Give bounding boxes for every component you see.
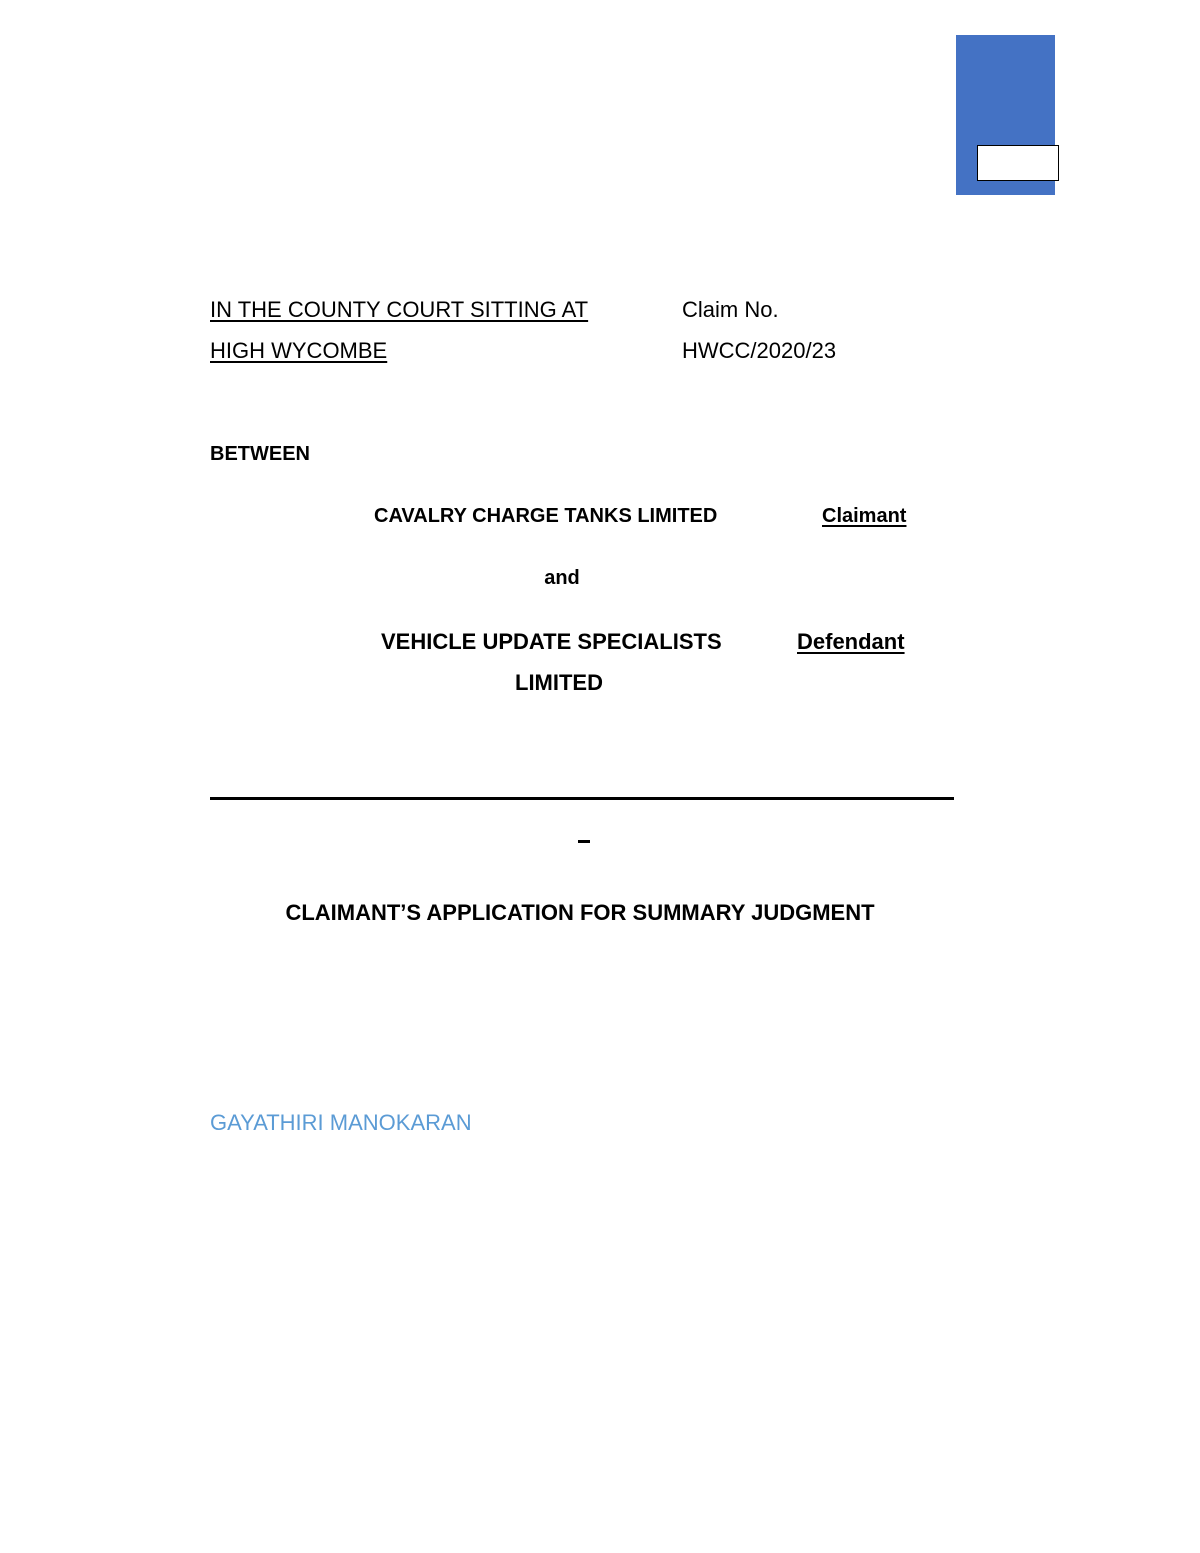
defendant-role: Defendant <box>797 629 905 654</box>
party-conjunction: and <box>544 567 580 589</box>
horizontal-rule <box>210 797 954 800</box>
corner-label-box <box>977 145 1059 181</box>
defendant-name-line-2: LIMITED <box>515 670 603 695</box>
between-label: BETWEEN <box>210 443 310 465</box>
court-name-line-1: IN THE COUNTY COURT SITTING AT <box>210 297 589 322</box>
claim-number-label: Claim No. <box>682 297 779 322</box>
court-name-line-2: HIGH WYCOMBE <box>210 338 388 363</box>
document-title: CLAIMANT’S APPLICATION FOR SUMMARY JUDGMENT <box>285 900 875 925</box>
claim-number-value: HWCC/2020/23 <box>682 338 837 363</box>
author-name: GAYATHIRI MANOKARAN <box>210 1110 472 1135</box>
claimant-role: Claimant <box>822 505 907 527</box>
claimant-name: CAVALRY CHARGE TANKS LIMITED <box>374 505 718 527</box>
rule-continuation-dash <box>578 840 590 843</box>
defendant-name-line-1: VEHICLE UPDATE SPECIALISTS <box>381 629 722 654</box>
